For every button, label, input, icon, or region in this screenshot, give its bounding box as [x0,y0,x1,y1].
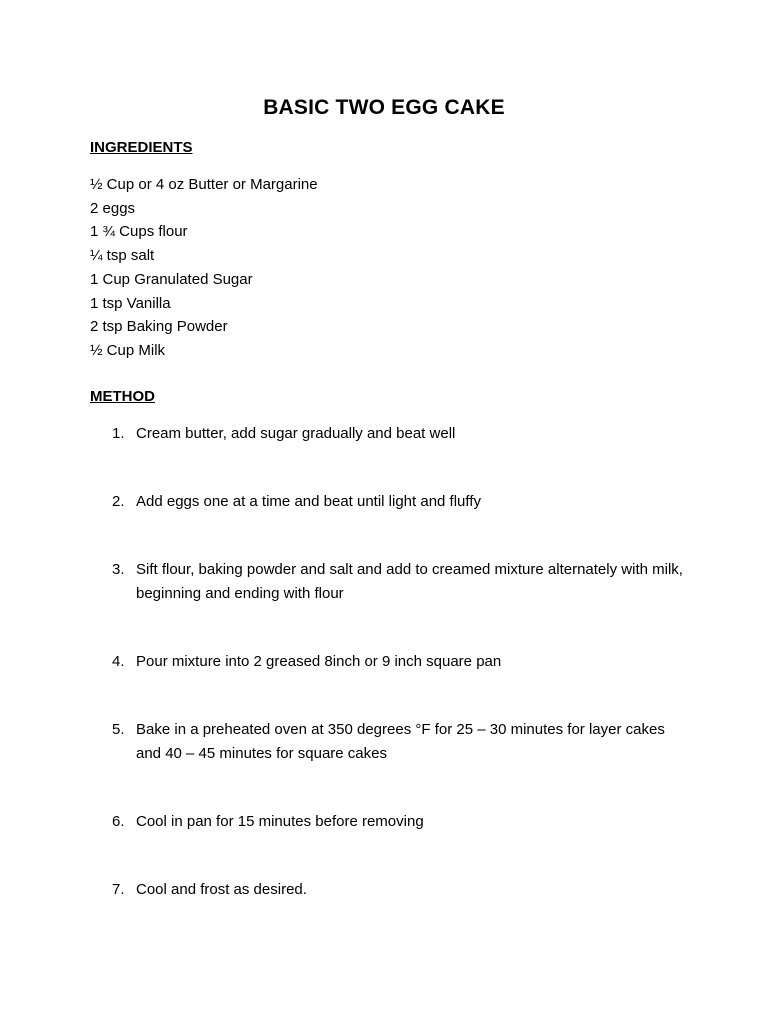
ingredient-list [90,173,318,363]
ingredient-item: 2 tsp Baking Powder [90,318,228,336]
method-step [90,878,690,902]
step-text: Bake in a preheated oven at 350 degrees °F for 25 – 30 minutes for layer cakes and 40 – 45 minutes for square cakes [136,721,665,762]
ingredient-item: 1 ¾ Cups flour [90,223,188,241]
method-step [90,650,690,674]
ingredient-item: ½ Cup or 4 oz Butter or Margarine [90,176,318,193]
step-number: 4. [112,653,125,670]
step-text: Cool and frost as desired. [136,881,307,898]
step-number: 6. [112,813,125,830]
ingredients-heading: INGREDIENTS [90,139,193,156]
ingredient-item: 2 eggs [90,199,136,217]
method-step [90,558,690,606]
step-number: 3. [112,561,125,578]
ingredient-item: 1 tsp Vanilla [90,294,171,312]
step-number: 5. [112,721,125,738]
step-text: Cool in pan for 15 minutes before removing [136,813,424,830]
step-number: 7. [112,881,125,898]
ingredient-item: ¼ tsp salt [90,247,155,265]
method-step [90,422,690,446]
step-text: Add eggs one at a time and beat until light and fluffy [136,493,481,510]
ingredient-item: 1 Cup Granulated Sugar [90,270,253,288]
page-title: BASIC TWO EGG CAKE [263,96,505,119]
step-text: Sift flour, baking powder and salt and add to creamed mixture alternately with milk, beginning and ending with flour [136,561,683,602]
ingredient-item: ½ Cup Milk [90,341,166,359]
method-step [90,490,690,514]
step-text: Cream butter, add sugar gradually and beat well [136,425,456,442]
method-step [90,718,690,766]
step-number: 2. [112,493,125,510]
method-step [90,810,690,834]
step-text: Pour mixture into 2 greased 8inch or 9 inch square pan [136,653,502,670]
method-heading: METHOD [90,388,155,405]
step-number: 1. [112,425,125,442]
